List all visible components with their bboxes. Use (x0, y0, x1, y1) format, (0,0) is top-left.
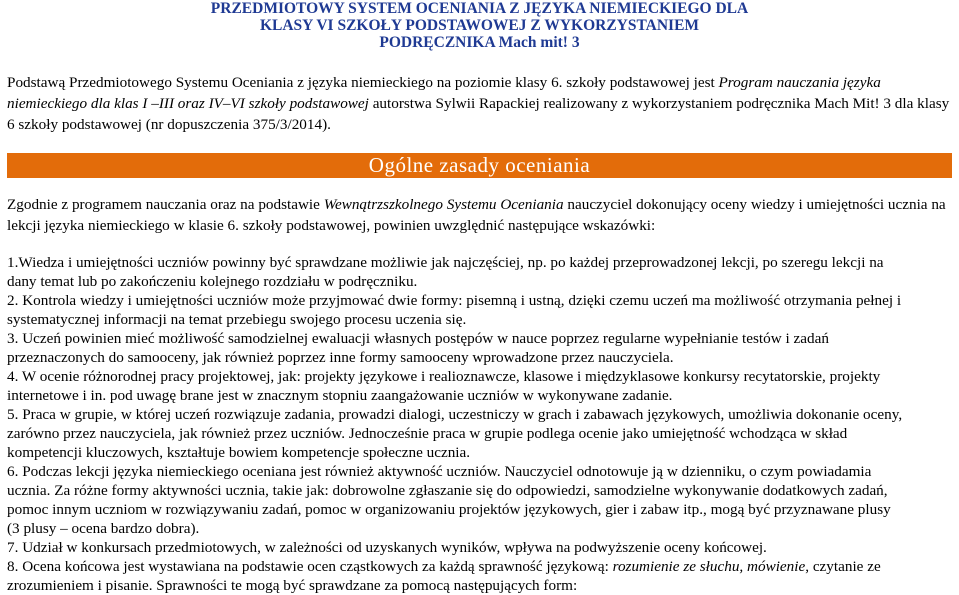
rule-5-line-1: 5. Praca w grupie, w której uczeń rozwiązuje zadania, prowadzi dialogi, uczestniczy w grach i zabawach językowych, umożliwia dokonanie oceny, (7, 406, 903, 423)
rule-6-line-2: ucznia. Za różne formy aktywności ucznia, takie jak: dobrowolne zgłaszanie się do odpowiedzi, samodzielne wykonywanie dodatkowych zadań, (7, 482, 888, 499)
program-title-italic-2: niemieckiego dla klas I –III oraz IV–VI szkoły podstawowej (7, 95, 369, 112)
rule-7-line-1: 7. Udział w konkursach przedmiotowych, w zależności od uzyskanych wyników, wpływa na podwyższenie oceny końcowej. (7, 539, 767, 556)
rule-1-line-2: dany temat lub po zakończeniu kolejnego rozdziału w podręczniku. (7, 273, 418, 290)
document-title (0, 0, 959, 51)
intro-paragraph (7, 72, 952, 135)
general-paragraph (7, 194, 952, 236)
rule-4-line-1: 4. W ocenie różnorodnej pracy projektowej, jak: projekty językowe i realioznawcze, klasowe i międzyklasowe konkursy recytatorskie, projekty (7, 368, 881, 385)
intro-line-1 (7, 72, 952, 93)
rule-5-line-3: kompetencji kluczowych, kształtuje bowiem kompetencje społeczne ucznia. (7, 444, 471, 461)
title-line-1: PRZEDMIOTOWY SYSTEM OCENIANIA Z JĘZYKA NIEMIECKIEGO DLA (210, 0, 749, 17)
rule-6-line-4: (3 plusy – ocena bardzo dobra). (7, 520, 200, 537)
rule-1-line-1: 1.Wiedza i umiejętności uczniów powinny być sprawdzane możliwie jak najczęściej, np. po każdej przeprowadzonej lekcji, po szeregu lekcji na (7, 254, 884, 271)
section-heading-bar (7, 153, 952, 178)
general-text-1: Zgodnie z programem nauczania oraz na podstawie (7, 196, 324, 213)
rules-list (7, 253, 952, 595)
rule-5-line-2: zarówno przez nauczyciela, jak również przez uczniów. Jednocześnie praca w grupie podlega ocenie jako umiejętność wchodząca w skład (7, 425, 848, 442)
rule-2-line-2: systematycznej informacji na temat przebiegu swojego procesu uczenia się. (7, 311, 467, 328)
rule-4-line-2: internetowe i in. pod uwagę brane jest w znacznym stopniu zaangażowanie uczniów w wykonywane zadanie. (7, 387, 673, 404)
rule-6-line-3: pomoc innym uczniom w rozwiązywaniu zadań, pomoc w organizowaniu projektów językowych, gier i zabaw itp., mogą być przyznawane plusy (7, 501, 891, 518)
program-title-italic: Program nauczania języka (718, 74, 881, 91)
intro-line-3: 6 szkoły podstawowej (nr dopuszczenia 375/3/2014). (7, 116, 331, 133)
intro-text-1: Podstawą Przedmiotowego Systemu Oceniania z języka niemieckiego na poziomie klasy 6. szkoły podstawowej jest (7, 74, 719, 91)
rule-8-text: 8. Ocena końcowa jest wystawiana na podstawie ocen cząstkowych za każdą sprawność językową: (7, 558, 613, 575)
intro-line-2 (7, 93, 952, 114)
rule-2-line-1: 2. Kontrola wiedzy i umiejętności uczniów może przyjmować dwie formy: pisemną i ustną, dzięki czemu uczeń ma możliwość otrzymania pełnej i (7, 292, 902, 309)
rule-3-line-2: przeznaczonych do samooceny, jak również poprzez inne formy samooceny wprowadzone przez nauczyciela. (7, 349, 674, 366)
title-line-3: PODRĘCZNIKA Mach mit! 3 (379, 34, 580, 51)
wso-italic: Wewnątrzszkolnego Systemu Oceniania (323, 196, 564, 213)
rule-3-line-1: 3. Uczeń powinien mieć możliwość samodzielnej ewaluacji własnych postępów w nauce poprzez regularne wypełnianie testów i zadań (7, 330, 829, 347)
rule-8-text-end: , czytanie ze (805, 558, 881, 575)
rule-8-line-2: zrozumieniem i pisanie. Sprawności te mogą być sprawdzane za pomocą następujących form: (7, 577, 578, 594)
section-heading: Ogólne zasady oceniania (368, 153, 591, 177)
general-text-1-end: nauczyciel dokonujący oceny wiedzy i umiejętności ucznia na (563, 196, 946, 213)
general-line-2: lekcji języka niemieckiego w klasie 6. szkoły podstawowej, powinien uwzględnić następujące wskazówki: (7, 217, 656, 234)
rule-6-line-1: 6. Podczas lekcji języka niemieckiego oceniana jest również aktywność uczniów. Nauczyciel odnotowuje ją w dzienniku, o czym powiadamia (7, 463, 872, 480)
rule-8-line-1 (7, 557, 952, 576)
general-line-1 (7, 194, 952, 215)
intro-text-2: autorstwa Sylwii Rapackiej realizowany z wykorzystaniem podręcznika Mach Mit! 3 dla klasy (368, 95, 950, 112)
rule-8-skills-italic: rozumienie ze słuchu, mówienie (612, 558, 806, 575)
title-line-2: KLASY VI SZKOŁY PODSTAWOWEJ Z WYKORZYSTANIEM (259, 17, 700, 34)
